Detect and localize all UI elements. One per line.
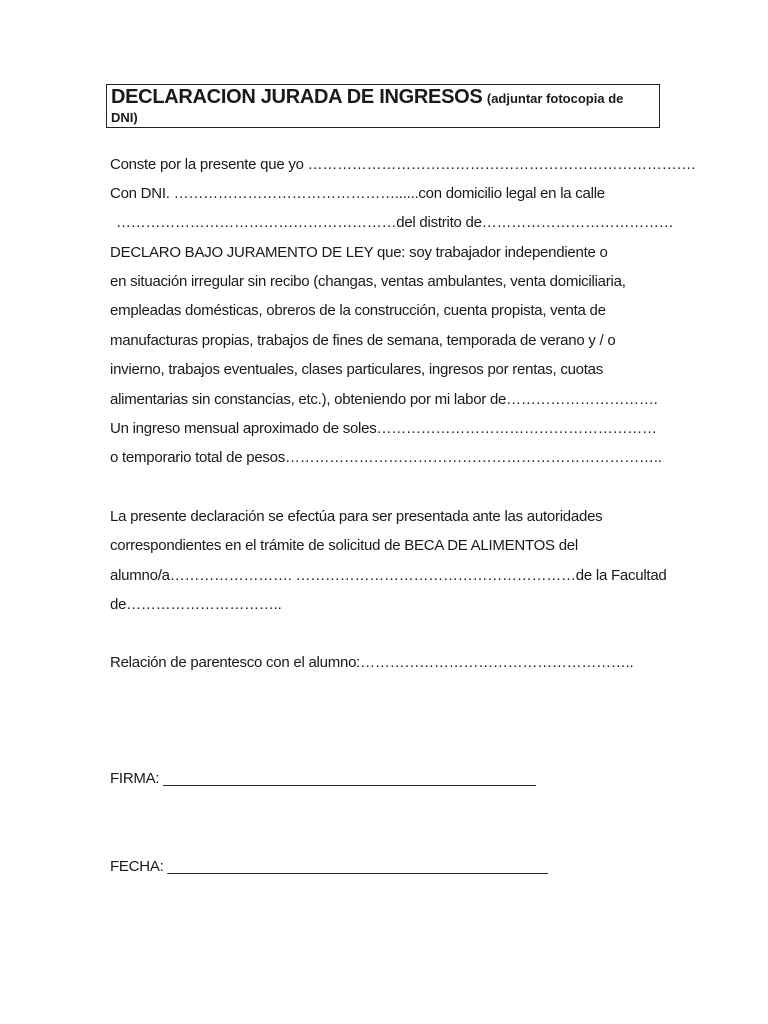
temporary-income-line: o temporario total de pesos………………………………………………………………….. <box>110 449 662 466</box>
body-text-line: empleadas domésticas, obreros de la construcción, cuenta propista, venta de <box>110 302 606 319</box>
district-line: …………………………………………………del distrito de………………………………… <box>116 214 674 231</box>
relationship-line: Relación de parentesco con el alumno:……………………………………………….. <box>110 654 634 671</box>
body-text-line: en situación irregular sin recibo (changas, ventas ambulantes, venta domiciliaria, <box>110 273 626 290</box>
monthly-income-line: Un ingreso mensual aproximado de soles………………………………………………… <box>110 420 657 437</box>
declarant-name-line: Conste por la presente que yo ……………………………………………………………………. <box>110 156 696 173</box>
faculty-line: de………………………….. <box>110 596 282 613</box>
labor-line: alimentarias sin constancias, etc.), obteniendo por mi labor de…………………………. <box>110 391 658 408</box>
document-subtitle: (adjuntar fotocopia de DNI) <box>111 91 624 125</box>
body-text-line: manufacturas propias, trabajos de fines de semana, temporada de verano y / o <box>110 332 616 349</box>
date-line: FECHA: _______________________________________________ <box>110 858 548 875</box>
student-faculty-line: alumno/a……………………. …………………………………………………de la Facultad <box>110 567 667 584</box>
oath-line: DECLARO BAJO JURAMENTO DE LEY que: soy trabajador independiente o <box>110 244 608 261</box>
presentation-line: La presente declaración se efectúa para ser presentada ante las autoridades <box>110 508 603 525</box>
presentation-line: correspondientes en el trámite de solicitud de BECA DE ALIMENTOS del <box>110 537 578 554</box>
signature-line: FIRMA: ______________________________________________ <box>110 770 536 787</box>
document-title-box <box>106 84 660 128</box>
document-title: DECLARACION JURADA DE INGRESOS <box>111 86 483 108</box>
dni-address-line: Con DNI. ………………………………………......con domicilio legal en la calle <box>110 185 605 202</box>
body-text-line: invierno, trabajos eventuales, clases particulares, ingresos por rentas, cuotas <box>110 361 604 378</box>
